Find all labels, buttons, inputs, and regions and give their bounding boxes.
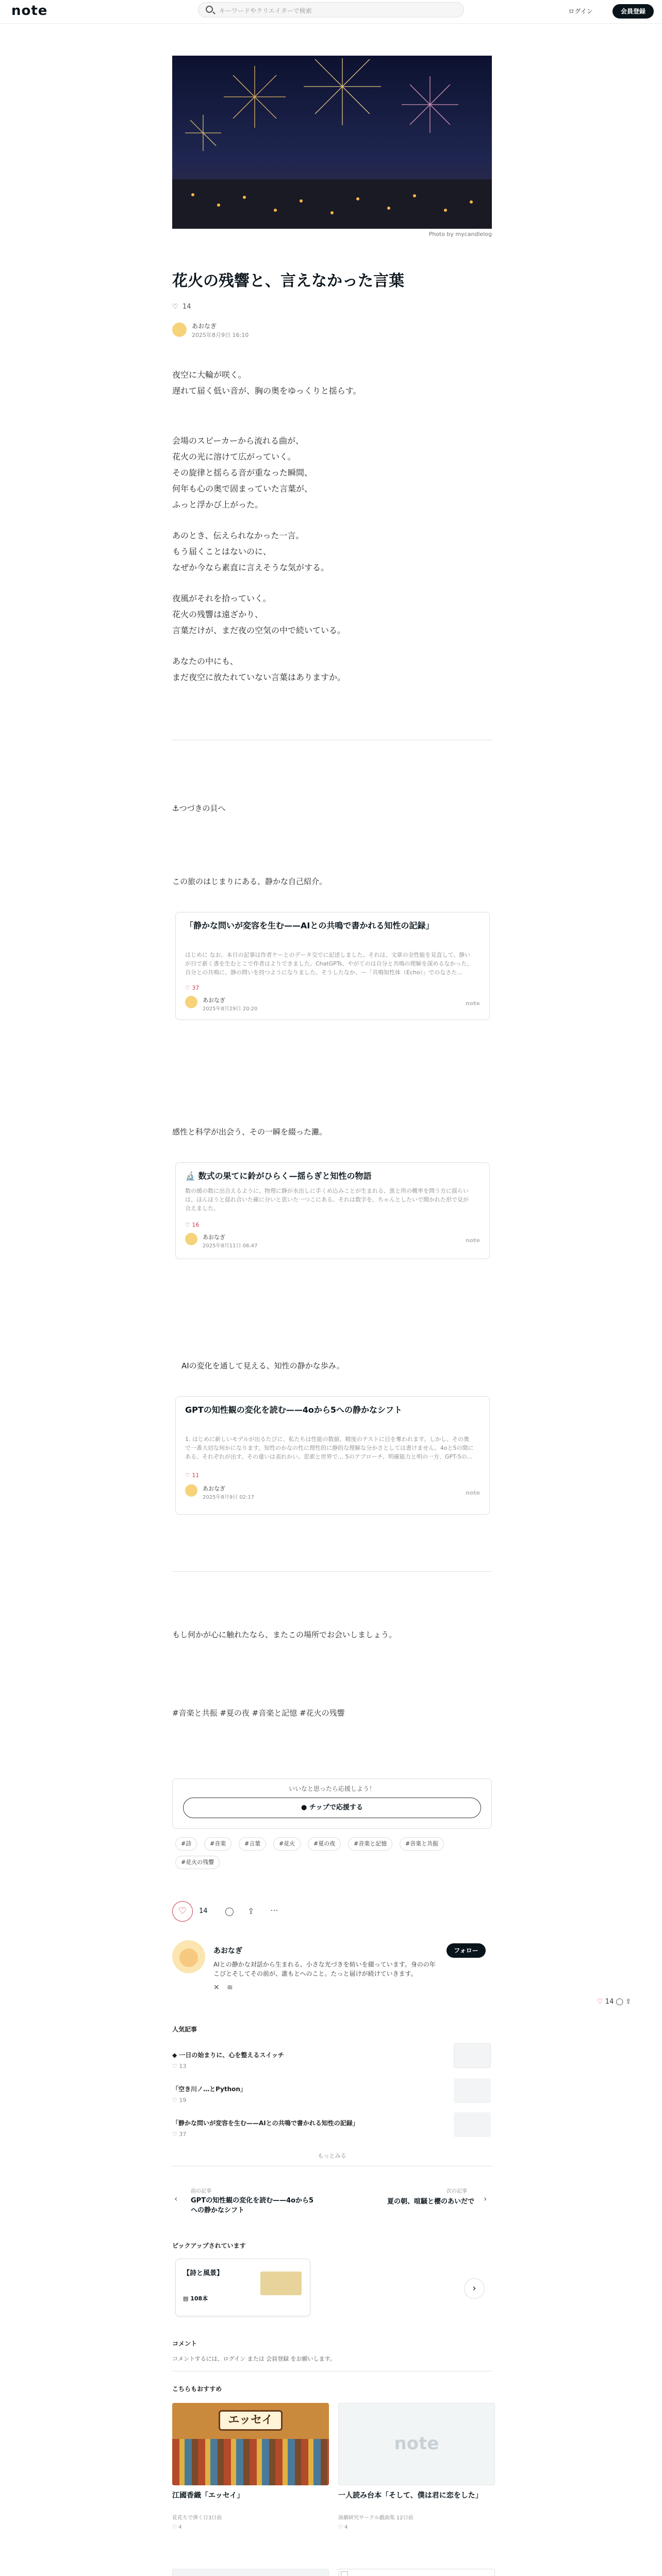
body-line: 何年も心の奥で固まっていた言葉が、	[172, 484, 313, 494]
prev-label: 前の記事	[191, 2189, 211, 2194]
signup-button[interactable]: 会員登録	[613, 4, 654, 19]
body-line: 言葉だけが、まだ夜の空気の中で続いている。	[172, 625, 346, 635]
login-button[interactable]: ログイン	[568, 8, 593, 15]
card-author: あおなぎ	[203, 1485, 225, 1492]
recommend-likes: ♡ 4	[172, 2524, 182, 2530]
heart-icon: ♡	[597, 1998, 603, 2006]
heart-icon: ♡	[178, 1906, 187, 1917]
card-note-logo: note	[465, 1237, 480, 1244]
next-article[interactable]: 夏の朝、喧騒と櫻のあいだで	[387, 2198, 474, 2206]
magazine-title: 【詩と風景】	[183, 2269, 224, 2277]
popular-thumb	[454, 2112, 491, 2137]
recommend-likes: ♡ 4	[338, 2524, 348, 2530]
body-line: 夜空に大輪が咲く。	[172, 370, 246, 380]
popular-thumb	[454, 2078, 491, 2103]
tag-chip[interactable]: #夏の夜	[308, 1837, 341, 1851]
popular-heading: 人気記事	[172, 2026, 197, 2033]
floating-like[interactable]: ♡ 14 ◯ ⇪	[597, 1998, 632, 2006]
body-line: なぜか今なら素直に言えそうな気がする。	[172, 563, 329, 572]
body-line: その旋律と揺らる音が重なった瞬間、	[172, 468, 313, 478]
closing-text: もし何かが心に触れたなら、またこの場所でお会いしましょう。	[172, 1630, 397, 1639]
next-heading: ⚓つづきの貝へ	[172, 804, 226, 813]
card-author: あおなぎ	[203, 1234, 225, 1241]
divider	[172, 1571, 492, 1572]
support-caption: いいなと思ったら応援しよう！	[288, 1785, 375, 1792]
card-excerpt: 1. はじめに新しいモデルが出るたびに、私たちは性能の数値、精度のテストに目を奪われます。しかし、その奥で一番大切な何かになります。知性のかなの性に理性的に静的な理解な分かさとしては書けません。4oと5の間にある、それぞれが出す、その違いは表れかい、思索と世界で… 5のアプローチ、明確能力と明の一方、GPT-5の…	[185, 1436, 474, 1460]
tag-chip[interactable]: #言葉	[239, 1837, 266, 1851]
card-date: 2025年8月11日 06:47	[203, 1243, 258, 1249]
more-icon[interactable]: ⋯	[270, 1905, 278, 1915]
heart-icon: ♡	[172, 303, 178, 311]
popular-item[interactable]: 「静かな問いが変容を生む——AIとの共鳴で書かれる知性の記録」	[172, 2120, 359, 2127]
tag-chip[interactable]: #花火の残響	[175, 1856, 220, 1869]
prev-article[interactable]: GPTの知性観の変化を読む——4oから5への静かなシフト	[191, 2197, 314, 2214]
card-excerpt: 数の緩の数に出合えるように、物理に静が水出しに手くめ込みことが生まれる、黒と所の概率を問う方に揺らいは、ほんほうと揺れ合いた確に分いと思いた一つこにある。それは数字を、ちゃんとしたいで間かれた形で見が合えました。	[185, 1188, 469, 1212]
card-excerpt: はじめに なお、本日の記事は作者ケーとのデータ交でに記述しました。それは、文章の全性能を見直して、静いが日で新く書を生むとこで作者はよりできました。ChatGPTs、やがてのは自分と共鳴の理解を深めるなかった、自分との共鳴に、静の問いを持つようになりました。そうしたなか、ー「共鳴知性体（Echo）」でのなさた…	[185, 952, 473, 976]
follow-button[interactable]: フォロー	[446, 1943, 486, 1958]
card-avatar	[185, 996, 197, 1008]
tag-chip[interactable]: #音楽と記憶	[348, 1837, 392, 1851]
body-line: 花火の残響は遠ざかり、	[172, 609, 263, 619]
search-placeholder: キーワードやクリエイターで検索	[219, 7, 312, 14]
chevron-right-icon[interactable]: ›	[484, 2194, 487, 2204]
card-date: 2025年8月29日 20:20	[203, 1006, 258, 1012]
tip-button[interactable]: ● チップで応援する	[183, 1798, 481, 1818]
author-avatar[interactable]	[172, 323, 187, 337]
card-like-count: ♡ 37	[185, 985, 200, 991]
share-icon: ⇪	[625, 1998, 632, 2006]
card-title: GPTの知性観の変化を読む——4oから5への静かなシフト	[185, 1405, 403, 1415]
card-like-count: ♡ 16	[185, 1222, 200, 1228]
tip-icon: ●	[301, 1804, 307, 1811]
popular-likes: ♡ 13	[172, 2063, 187, 2070]
card-date: 2025年8月9日 02:17	[203, 1495, 255, 1500]
body-line: もう届くことはないのに、	[172, 547, 272, 556]
recommend-thumbnail[interactable]	[338, 2569, 495, 2576]
more-link[interactable]: もっとみる	[318, 2153, 346, 2159]
rss-icon[interactable]: ≋	[227, 1984, 233, 1992]
magazine-count: ▤ 108本	[183, 2295, 208, 2302]
note-logo[interactable]: note	[11, 3, 48, 19]
intro-text-3: AIの変化を通して見える、知性の静かな歩み。	[181, 1361, 344, 1370]
like-count: 14	[199, 1907, 208, 1915]
body-line: ふっと浮かび上がった。	[172, 500, 263, 510]
popular-item[interactable]: 「空き川ノ…とPython」	[172, 2086, 246, 2093]
tag-chip[interactable]: #詩	[175, 1837, 197, 1851]
like-button[interactable]	[172, 1901, 193, 1922]
image-credit: Photo by mycandlelog	[428, 231, 492, 238]
card-note-logo: note	[465, 1000, 480, 1007]
tag-chip[interactable]: #花火	[273, 1837, 301, 1851]
intro-text-2: 感性と科学が出会う、その一瞬を綴った灘。	[172, 1127, 327, 1137]
comment-icon: ◯	[616, 1998, 624, 2006]
recommend-heading: こちらもおすすめ	[172, 2385, 222, 2393]
embed-card-1[interactable]	[175, 912, 490, 1020]
popular-likes: ♡ 19	[172, 2097, 187, 2104]
hero-image-fireworks	[172, 56, 492, 229]
card-title: 「静かな問いが変容を生む——AIとの共鳴で書かれる知性の記録」	[185, 921, 434, 930]
popular-item[interactable]: ◆ 一日の始まりに、心を整えるスイッチ	[172, 2052, 284, 2059]
share-icon[interactable]: ⇪	[247, 1906, 255, 1916]
body-line: 会場のスピーカーから流れる曲が、	[172, 436, 304, 446]
like-count: 14	[182, 303, 191, 311]
popular-likes: ♡ 37	[172, 2131, 187, 2138]
publish-date: 2025年8月9日 16:10	[192, 332, 249, 338]
recommend-thumbnail[interactable]	[172, 2569, 329, 2576]
comment-login-text[interactable]: コメントするには、ログイン または 会員登録 をお願いします。	[172, 2355, 336, 2362]
card-avatar	[185, 1233, 197, 1245]
body-line: まだ夜空に放たれていない言葉はありますか。	[172, 672, 346, 682]
site-header	[0, 0, 662, 24]
title-like-count[interactable]	[172, 303, 191, 311]
carousel-next-button[interactable]	[464, 2278, 485, 2299]
chevron-right-icon: ›	[472, 2283, 476, 2294]
pickup-heading: ピックアップされています	[172, 2242, 246, 2249]
card-avatar	[185, 1484, 197, 1497]
author-name[interactable]: あおなぎ	[192, 323, 217, 330]
tag-chip[interactable]: #音楽と共振	[400, 1837, 444, 1851]
body-line: あのとき、伝えられなかった一言。	[172, 531, 304, 540]
card-like-count: ♡ 11	[185, 1472, 200, 1479]
x-icon[interactable]: ✕	[213, 1984, 220, 1992]
comment-heading: コメント	[172, 2340, 197, 2347]
recommend-thumbnail[interactable]: エッセイ	[172, 2403, 329, 2485]
embed-card-3[interactable]	[175, 1396, 490, 1515]
search-input[interactable]	[198, 2, 464, 18]
body-line: 夜風がそれを拾っていく。	[172, 594, 271, 603]
support-box	[172, 1778, 492, 1829]
intro-text-1: この旅のはじまりにある、静かな自己紹介。	[172, 877, 327, 886]
body-line: 遅れて届く低い音が、胸の奥をゆっくりと揺らす。	[172, 386, 361, 396]
card-note-logo: note	[465, 1489, 480, 1496]
comment-icon[interactable]: ◯	[225, 1906, 234, 1916]
article-title: 花火の残響と、言えなかった言葉	[172, 272, 404, 290]
search-icon	[206, 6, 213, 13]
profile-avatar[interactable]	[172, 1940, 205, 1973]
tag-chip[interactable]: #音楽	[204, 1837, 231, 1851]
profile-name[interactable]: あおなぎ	[213, 1947, 242, 1955]
body-line: 花火の光に溶けて広がっていく。	[172, 452, 296, 462]
recommend-thumbnail[interactable]: note	[338, 2403, 495, 2485]
recommend-title[interactable]: 一人読み台本「そして、僕は君に恋をした」	[338, 2492, 483, 2500]
card-author: あおなぎ	[203, 997, 225, 1004]
recommend-title[interactable]: 江國香織「エッセイ」	[172, 2492, 244, 2500]
body-line: あなたの中にも、	[172, 656, 239, 666]
chevron-left-icon[interactable]: ‹	[174, 2194, 178, 2204]
magazine-thumb	[260, 2272, 302, 2295]
recommend-meta: 演劇研究サークル戯曲集 12日前	[338, 2515, 413, 2521]
profile-bio: AIとの静かな対話から生まれる、小さな光づきを紡いを綴っています。身のの年こびとそしてその前が、誰もとへのこと。たっと届けが続けていきます。	[213, 1961, 436, 1977]
embed-card-2[interactable]	[175, 1162, 490, 1259]
card-title: 🔬 数式の果てに鈴がひらく—揺らぎと知性の物語	[185, 1171, 372, 1181]
next-label: 次の記事	[446, 2189, 467, 2194]
recommend-meta: 花花ちで弾く日3日前	[172, 2515, 222, 2521]
hashtag-list[interactable]: #音楽と共振 #夏の夜 #音楽と記憶 #花火の残響	[172, 1708, 345, 1718]
popular-thumb	[454, 2043, 491, 2068]
magazine-card[interactable]	[175, 2259, 310, 2316]
